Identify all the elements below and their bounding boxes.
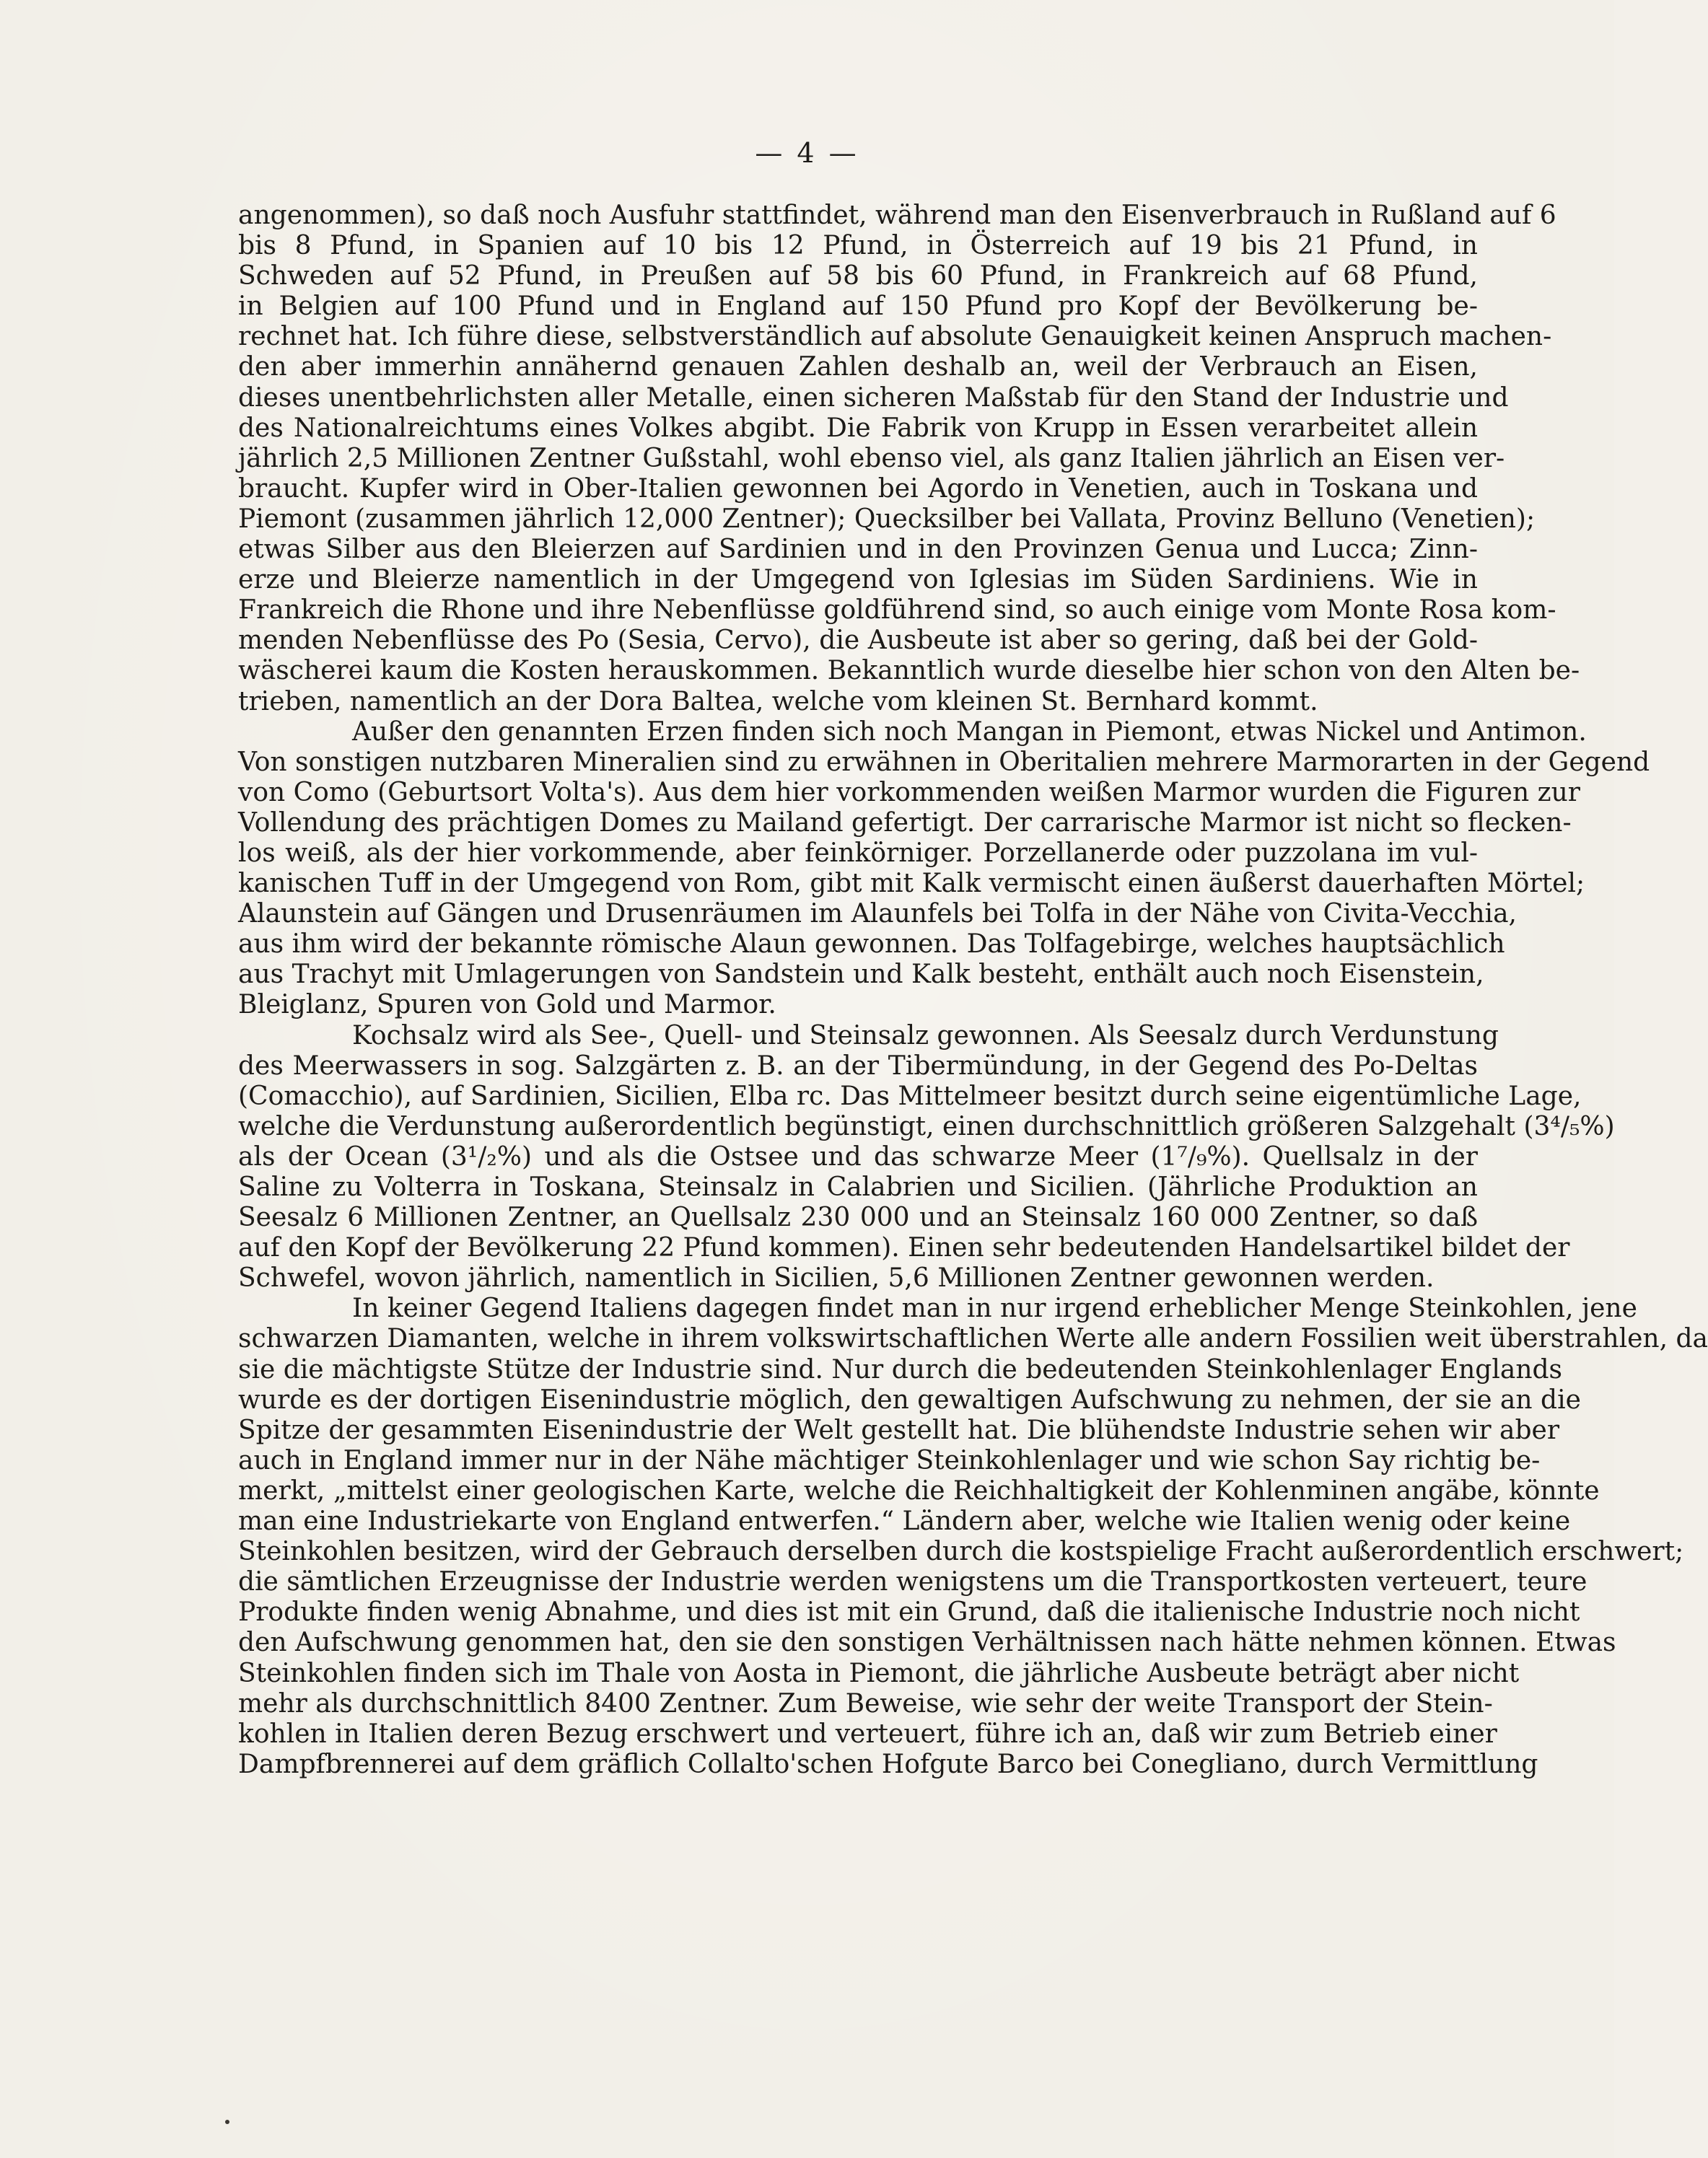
text-line: schwarzen Diamanten, welche in ihrem volkswirtschaftlichen Werte alle andern Fossilien weit überstrahlen, da [238, 1324, 1708, 1354]
text-line: Frankreich die Rhone und ihre Nebenflüsse goldführend sind, so auch einige vom Monte Rosa kom- [238, 595, 1556, 626]
text-line: den Aufschwung genommen hat, den sie den sonstigen Verhältnissen nach hätte nehmen können. Etwas [238, 1628, 1616, 1658]
text-line: auch in England immer nur in der Nähe mächtiger Steinkohlenlager und wie schon Say richtig be- [238, 1445, 1541, 1475]
text-line: Schweden auf 52 Pfund, in Preußen auf 58 bis 60 Pfund, in Frankreich auf 68 Pfund, [238, 261, 1478, 291]
text-line: wäscherei kaum die Kosten herauskommen. Bekanntlich wurde dieselbe hier schon von den Alten be- [238, 656, 1580, 686]
paragraph-2 [238, 716, 1650, 1021]
paragraph-1 [238, 201, 1580, 717]
text-line: bis 8 Pfund, in Spanien auf 10 bis 12 Pfund, in Österreich auf 19 bis 21 Pfund, in [238, 231, 1478, 261]
text-line: Außer den genannten Erzen finden sich noch Mangan in Piemont, etwas Nickel und Antimon. [352, 716, 1587, 747]
text-line: (Comacchio), auf Sardinien, Sicilien, Elba rc. Das Mittelmeer besitzt durch seine eigentümliche Lage, [238, 1081, 1582, 1111]
text-line: rechnet hat. Ich führe diese, selbstverständlich auf absolute Genauigkeit keinen Anspruch machen- [238, 322, 1552, 352]
text-line: Produkte finden wenig Abnahme, und dies ist mit ein Grund, daß die italienische Industrie noch nicht [238, 1597, 1580, 1628]
text-line: Von sonstigen nutzbaren Mineralien sind zu erwähnen in Oberitalien mehrere Marmorarten in der Gegend [238, 747, 1650, 777]
text-line: angenommen), so daß noch Ausfuhr stattfindet, während man den Eisenverbrauch in Rußland auf 6 [238, 201, 1556, 230]
text-line: Kochsalz wird als See-, Quell- und Steinsalz gewonnen. Als Seesalz durch Verdunstung [352, 1020, 1499, 1051]
text-line: sie die mächtigste Stütze der Industrie sind. Nur durch die bedeutenden Steinkohlenlager Englands [238, 1354, 1563, 1385]
text-line: Dampfbrennerei auf dem gräflich Collalto'schen Hofgute Barco bei Conegliano, durch Vermittlung [238, 1749, 1538, 1779]
text-line: Seesalz 6 Millionen Zentner, an Quellsalz 230 000 und an Steinsalz 160 000 Zentner, so daß [238, 1203, 1478, 1233]
text-line: man eine Industriekarte von England entwerfen.“ Ländern aber, welche wie Italien wenig oder keine [238, 1506, 1571, 1537]
text-line: trieben, namentlich an der Dora Baltea, welche vom kleinen St. Bernhard kommt. [238, 686, 1318, 716]
text-line: Saline zu Volterra in Toskana, Steinsalz in Calabrien und Sicilien. (Jährliche Produktion an [238, 1172, 1478, 1202]
text-line: kanischen Tuff in der Umgegend von Rom, gibt mit Kalk vermischt einen äußerst dauerhaften Mörtel; [238, 869, 1585, 899]
text-line: Alaunstein auf Gängen und Drusenräumen im Alaunfels bei Tolfa in der Nähe von Civita-Vecchia, [238, 899, 1517, 929]
text-line: des Meerwassers in sog. Salzgärten z. B. an der Tibermündung, in der Gegend des Po-Deltas [238, 1051, 1478, 1081]
text-line: Vollendung des prächtigen Domes zu Mailand gefertigt. Der carrarische Marmor ist nicht so flecken- [238, 807, 1572, 838]
scan-speck [225, 2120, 229, 2124]
text-line: dieses unentbehrlichsten aller Metalle, einen sicheren Maßstab für den Stand der Industrie und [238, 382, 1509, 413]
text-line: den aber immerhin annähernd genauen Zahlen deshalb an, weil der Verbrauch an Eisen, [238, 352, 1478, 382]
text-line: menden Nebenflüsse des Po (Sesia, Cervo), die Ausbeute ist aber so gering, daß bei der Gold- [238, 626, 1478, 656]
text-line: Steinkohlen finden sich im Thale von Aosta in Piemont, die jährliche Ausbeute beträgt aber nicht [238, 1658, 1520, 1688]
paragraph-4 [238, 1294, 1708, 1780]
text-line: kohlen in Italien deren Bezug erschwert und verteuert, führe ich an, daß wir zum Betrieb einer [238, 1719, 1497, 1749]
text-line: wurde es der dortigen Eisenindustrie möglich, den gewaltigen Aufschwung zu nehmen, der sie an die [238, 1385, 1581, 1415]
text-line: Bleiglanz, Spuren von Gold und Marmor. [238, 990, 776, 1020]
text-line: mehr als durchschnittlich 8400 Zentner. Zum Beweise, wie sehr der weite Transport der Stein- [238, 1688, 1493, 1719]
text-line: die sämtlichen Erzeugnisse der Industrie werden wenigstens um die Transportkosten verteuert, teure [238, 1567, 1587, 1597]
paragraph-3 [238, 1020, 1615, 1294]
text-line: in Belgien auf 100 Pfund und in England auf 150 Pfund pro Kopf der Bevölkerung be- [238, 291, 1478, 322]
text-line: braucht. Kupfer wird in Ober-Italien gewonnen bei Agordo in Venetien, auch in Toskana und [238, 473, 1478, 504]
body-text [238, 201, 1708, 1780]
text-line: merkt, „mittelst einer geologischen Karte, welche die Reichhaltigkeit der Kohlenminen angäbe, könnte [238, 1475, 1600, 1506]
text-line: Steinkohlen besitzen, wird der Gebrauch derselben durch die kostspielige Fracht außerordentlich erschwert; [238, 1537, 1684, 1567]
text-line: auf den Kopf der Bevölkerung 22 Pfund kommen). Einen sehr bedeutenden Handelsartikel bildet der [238, 1233, 1570, 1263]
text-line: etwas Silber aus den Bleierzen auf Sardinien und in den Provinzen Genua und Lucca; Zinn- [238, 535, 1478, 565]
text-line: Schwefel, wovon jährlich, namentlich in Sicilien, 5,6 Millionen Zentner gewonnen werden. [238, 1263, 1435, 1294]
text-line: In keiner Gegend Italiens dagegen findet man in nur irgend erheblicher Menge Steinkohlen, jene [352, 1294, 1637, 1324]
text-line: welche die Verdunstung außerordentlich begünstigt, einen durchschnittlich größeren Salzgehalt (3⁴/₅%) [238, 1111, 1615, 1141]
text-line: los weiß, als der hier vorkommende, aber feinkörniger. Porzellanerde oder puzzolana im vul- [238, 838, 1478, 868]
text-line: des Nationalreichtums eines Volkes abgibt. Die Fabrik von Krupp in Essen verarbeitet allein [238, 413, 1478, 443]
text-line: aus Trachyt mit Umlagerungen von Sandstein und Kalk besteht, enthält auch noch Eisenstein, [238, 960, 1484, 990]
text-line: erze und Bleierze namentlich in der Umgegend von Iglesias im Süden Sardiniens. Wie in [238, 565, 1478, 595]
text-line: jährlich 2,5 Millionen Zentner Gußstahl, wohl ebenso viel, als ganz Italien jährlich an Eisen ver- [238, 443, 1505, 473]
text-line: aus ihm wird der bekannte römische Alaun gewonnen. Das Tolfagebirge, welches hauptsächlich [238, 929, 1505, 960]
page-number: — 4 — [755, 137, 859, 169]
text-line: Spitze der gesammten Eisenindustrie der Welt gestellt hat. Die blühendste Industrie sehen wir aber [238, 1415, 1560, 1445]
text-line: Piemont (zusammen jährlich 12,000 Zentner); Quecksilber bei Vallata, Provinz Belluno (Venetien); [238, 504, 1536, 534]
text-line: als der Ocean (3¹/₂%) und als die Ostsee und das schwarze Meer (1⁷/₉%). Quellsalz in der [238, 1141, 1478, 1172]
text-line: von Como (Geburtsort Volta's). Aus dem hier vorkommenden weißen Marmor wurden die Figuren zur [238, 777, 1580, 807]
